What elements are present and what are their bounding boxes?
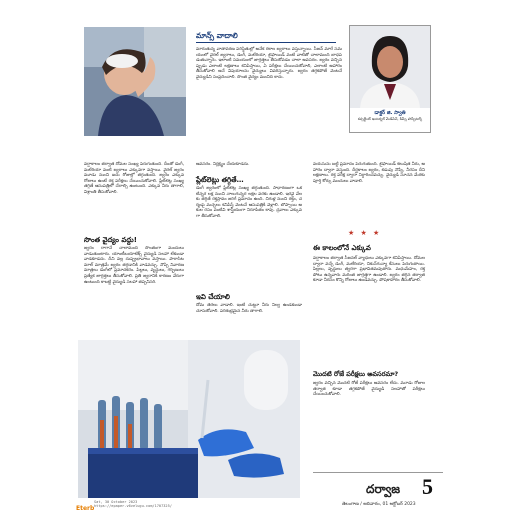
- intro-text: మారుతున్న వాతావరణ పరిస్థితుల్లో అనేక రకాల జ్వరాలు వస్తున్నాయి. సీజన్ మారే సమయంలో వైరల్ జ్వరాలు, డెంగీ, మలేరియా, టైఫాయిడ్ వంటి వాటితో చాలామంది బాధపడుతున్నారు. ఇలాంటి సమయంలో జాగ్రత్తలు తీసుకోవడం చాలా అవసరం. జ్వరం వచ్చినప్పుడు ఎలాంటి లక్షణాలు కనిపిస్తాయి, ఏ పరీక్షలు చేయించుకోవాలి, ఎలాంటి ఆహారం తీసుకోవాలి అనే విషయాలను వైద్యులు వివరిస్తున్నారు. జ్వరం తగ్గకపోతే వెంటనే వైద్యుడిని సంప్రదించాలి. సొంత వైద్యం మంచిది కాదు.: [196, 47, 344, 80]
- logo-text: Eterb: [76, 505, 95, 512]
- photo-lab-test: [78, 340, 300, 498]
- heading-dos: ఇవి చేయాలి: [196, 293, 230, 301]
- col2-text-b: డెంగీ జ్వరంలో ప్లేట్‌లెట్ల సంఖ్య తగ్గుతుంది. సాధారణంగా ఒకటిన్నర లక్ష నుంచి నాలుగున్నర లక్షల వరకు ఉండాలి. ఇరవై వేలకు తగ్గితే రక్తస్రావం జరిగే ప్రమాదం ఉంది. చిగుళ్ల నుంచి రక్తం, చర్మంపై మచ్చలు కనిపిస్తే వెంటనే ఆసుపత్రికి వెళ్లాలి. బొప్పాయి ఆకుల రసం వంటివి శాస్త్రీయంగా నిరూపితం కావు. ద్రవాలు ఎక్కువగా తీసుకోవాలి.: [196, 186, 302, 219]
- section-title: మాన్స్ వాదాలి: [196, 31, 238, 40]
- col2-text-c: దోమ తెరలు వాడాలి. ఇంటి చుట్టూ నీరు నిల్వ ఉండకుండా చూసుకోవాలి. పరిశుభ్రమైన నీరు తాగాలి.: [196, 303, 304, 314]
- doctor-box: [349, 25, 431, 133]
- clip-link[interactable]: https://epaper.v6velugu.com/1707325/: [94, 504, 172, 509]
- section-brand: దర్వాజ: [366, 482, 400, 496]
- col1-text: వర్షాకాలం తర్వాత దోమల సంఖ్య పెరుగుతుంది. దీంతో డెంగీ, మలేరియా వంటి జ్వరాలు ఎక్కువగా వస్తాయి. వైరల్ జ్వరం మూడు నుంచి ఐదు రోజుల్లో తగ్గుతుంది. జ్వరం ఎక్కువ రోజులు ఉంటే రక్త పరీక్షలు చేయించుకోవాలి. ప్లేట్‌లెట్ల సంఖ్య తగ్గితే ఆసుపత్రిలో చేరాల్సి ఉంటుంది. ఎక్కువ నీరు తాగాలి, విశ్రాంతి తీసుకోవాలి.: [84, 162, 186, 195]
- clip-stamp: [94, 500, 172, 509]
- heading-tests: మొదటి రోజే పరీక్షలు అవసరమా?: [313, 370, 399, 378]
- col3-text-b: వర్షాకాలం తర్వాత సీజనల్ వ్యాధులు ఎక్కువగా కనిపిస్తాయి. దోమల ద్వారా వచ్చే డెంగీ, మలేరియా, చికున్‌గున్యా కేసులు పెరుగుతాయి. పిల్లలు, వృద్ధులు త్వరగా ప్రభావితమవుతారు. మధుమేహం, రక్తపోటు ఉన్నవారు మరింత జాగ్రత్తగా ఉండాలి. జ్వరం తగ్గిన తర్వాత కూడా నీరసం కొన్ని రోజులు ఉండవచ్చు. పోషకాహారం తీసుకోవాలి.: [313, 256, 427, 284]
- doctor-name: డాక్టర్ జి. స్వాతి: [374, 110, 406, 116]
- title-rule: [196, 42, 336, 43]
- col3-text: వయసును బట్టి ప్రమాదం పెరుగుతుంది. టైఫాయిడ్ కలుషిత నీరు, ఆహారం ద్వారా వస్తుంది. దీర్ఘకాలం జ్వరం, కడుపు నొప్పి, నీరసం దీని లక్షణాలు. రక్త పరీక్ష ద్వారా నిర్ధారించవచ్చు. వైద్యుడి సూచన మేరకు పూర్తి కోర్సు మందులు వాడాలి.: [313, 162, 427, 184]
- doctor-portrait: [350, 26, 430, 108]
- col2-text: అవసరం. నిర్లక్ష్యం చేయకూడదు.: [196, 162, 250, 167]
- col3-text-c: జ్వరం వచ్చిన మొదటి రోజే పరీక్షలు అవసరం లేదు. మూడు రోజుల తర్వాత కూడా తగ్గకపోతే వైద్యుడి సలహాతో పరీక్షలు చేయించుకోవాలి.: [313, 381, 427, 398]
- logo: [76, 505, 94, 512]
- page-number: 5: [422, 474, 433, 499]
- heading-self-medication: సొంత వైద్యం వద్దు!: [84, 236, 137, 244]
- footer-rule: [313, 472, 443, 473]
- heading-platelets: ప్లేట్‌లెట్లు తగ్గితే…: [196, 176, 244, 184]
- photo-woman-headache: [84, 27, 186, 136]
- col1-text-b: జ్వరం రాగానే చాలామంది సొంతంగా మందులు వాడుతుంటారు. యాంటీబయాటిక్స్ వైద్యుడి సలహా లేకుండా వాడకూడదు. దీని వల్ల దుష్ప్రభావాలు వస్తాయి. పారాసిటమాల్ మాత్రమే జ్వరం తగ్గడానికి వాడవచ్చు. నొప్పి నివారణ మాత్రలు డెంగీలో ప్రమాదకరం. పిల్లలు, వృద్ధులు, గర్భిణులు ప్రత్యేక జాగ్రత్తలు తీసుకోవాలి. ప్రతి జ్వరానికి కారణం వేరుగా ఉంటుంది కాబట్టి వైద్యుడి సలహా తప్పనిసరి.: [84, 246, 186, 285]
- issue-date: తెలంగాణ / ఆదివారం, 01 అక్టోబర్ 2023: [342, 502, 416, 507]
- star-divider: ★ ★ ★: [348, 229, 382, 237]
- doctor-role: కన్సల్టెంట్ ఇంటర్నల్ మెడిసిన్, కిమ్స్ హాస్పిటల్స్: [357, 117, 423, 121]
- heading-season: ఈ కాలంలోనే ఎక్కువ: [313, 244, 371, 252]
- clip-date: Sat, 30 October 2023: [94, 500, 138, 504]
